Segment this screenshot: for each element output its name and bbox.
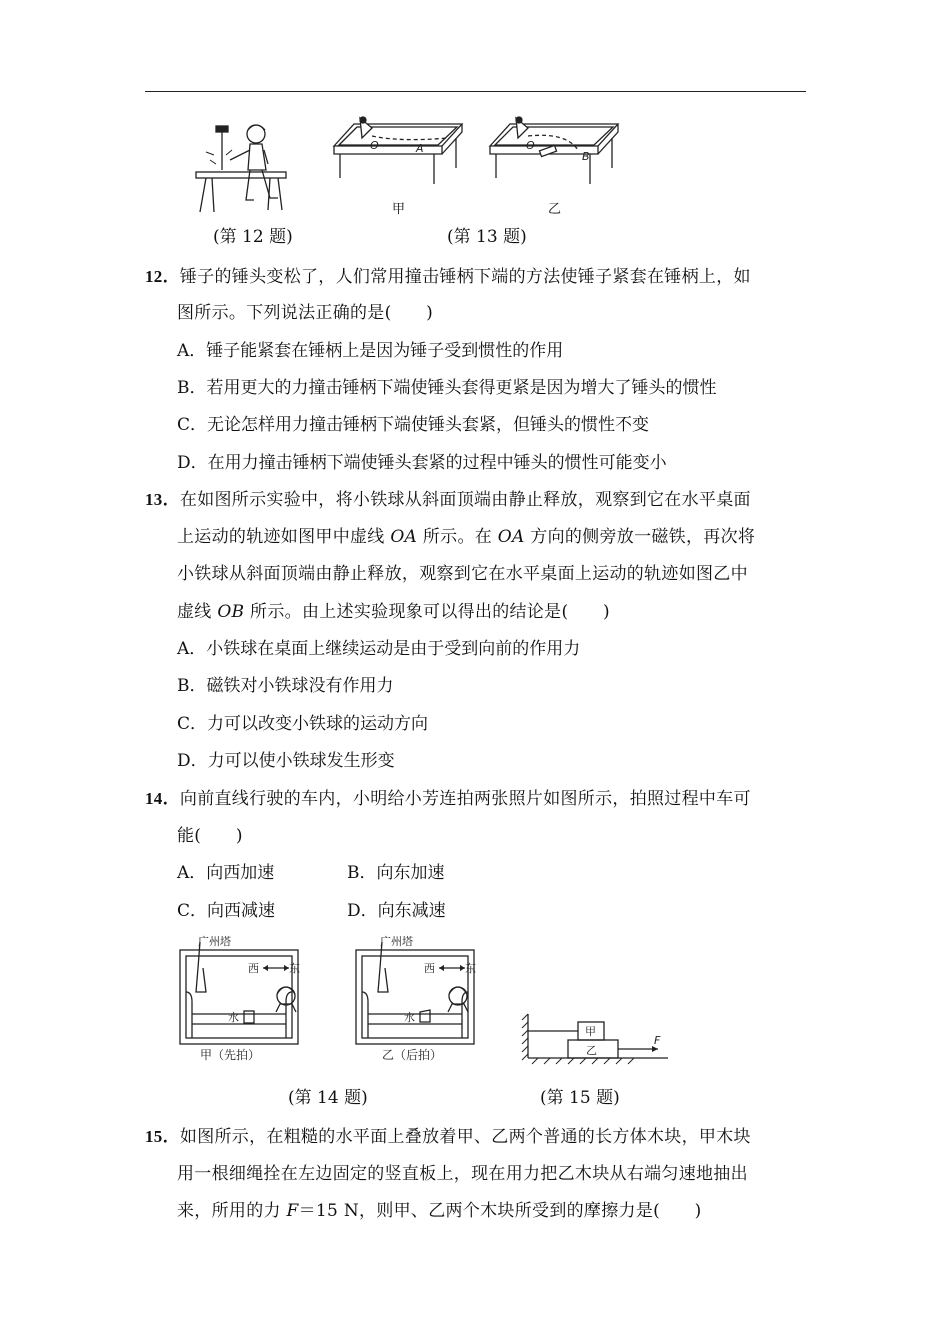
q14-line-2: 能( ) xyxy=(177,826,243,846)
figure-14-b-water: 水 xyxy=(404,1011,415,1024)
q15-number: 15． xyxy=(145,1127,180,1146)
figure-14-b-west: 西 xyxy=(424,962,435,975)
figure-12-caption: (第 12 题) xyxy=(213,227,293,247)
figure-13-b-table-diagram xyxy=(486,116,626,194)
figure-14-a-tower: 广州塔 xyxy=(198,935,231,948)
figure-14-a-water: 水 xyxy=(228,1011,239,1024)
q12-option-a: A．锤子能紧套在锤柄上是因为锤子受到惯性的作用 xyxy=(177,341,564,361)
figure-12-hammer-illustration xyxy=(192,120,288,216)
figure-15-top-block: 甲 xyxy=(585,1025,596,1038)
q14-option-b: B．向东加速 xyxy=(347,863,445,883)
figure-13-a-table-diagram xyxy=(330,116,470,194)
q13-line-4 xyxy=(177,597,610,622)
q15-line-1 xyxy=(145,1122,751,1147)
q13-option-c: C．力可以改变小铁球的运动方向 xyxy=(177,714,429,734)
q14-option-c: C．向西减速 xyxy=(177,901,276,921)
q12-line-1 xyxy=(145,262,751,287)
q15-stem-1: 如图所示，在粗糙的水平面上叠放着甲、乙两个普通的长方体木块，甲木块 xyxy=(179,1127,751,1147)
figure-13-a-point-a: A xyxy=(416,142,424,155)
q12-option-c: C．无论怎样用力撞击锤柄下端使锤头套紧，但锤头的惯性不变 xyxy=(177,415,650,435)
q13-oa-1: OA xyxy=(390,527,418,547)
q12-number: 12． xyxy=(145,267,180,286)
figure-13-a-label: 甲 xyxy=(392,202,406,217)
q13-stem-4b: 所示。由上述实验现象可以得出的结论是( ) xyxy=(244,602,610,622)
figure-14-a-west: 西 xyxy=(248,962,259,975)
figure-15-blocks-diagram xyxy=(518,1010,674,1066)
q13-number: 13． xyxy=(145,490,180,509)
q13-stem-2c: 方向的侧旁放一磁铁，再次将 xyxy=(524,527,756,547)
figure-13-b-point-b: B xyxy=(582,150,590,163)
figure-13-b-label: 乙 xyxy=(548,202,562,217)
q14-line-1 xyxy=(145,784,751,809)
q13-stem-4a: 虚线 xyxy=(177,602,218,622)
figure-14-a-car-window xyxy=(176,932,304,1064)
q13-stem-1: 在如图所示实验中，将小铁球从斜面顶端由静止释放，观察到它在水平桌面 xyxy=(179,490,751,510)
q13-option-b: B．磁铁对小铁球没有作用力 xyxy=(177,676,394,696)
figure-13-caption: (第 13 题) xyxy=(447,227,527,247)
q15-line-2: 用一根细绳拴在左边固定的竖直板上，现在用力把乙木块从右端匀速地抽出 xyxy=(177,1164,748,1184)
figure-15-caption: (第 15 题) xyxy=(540,1088,620,1108)
q13-line-2 xyxy=(177,522,755,547)
figure-14-b-label: 乙（后拍） xyxy=(382,1048,443,1062)
q12-option-b: B．若用更大的力撞击锤柄下端使锤头套得更紧是因为增大了锤头的惯性 xyxy=(177,378,717,398)
q12-option-d: D．在用力撞击锤柄下端使锤头套紧的过程中锤头的惯性可能变小 xyxy=(177,453,667,473)
header-rule xyxy=(145,91,806,92)
q13-line-1 xyxy=(145,485,751,510)
q13-ob: OB xyxy=(217,602,245,622)
q14-option-a: A．向西加速 xyxy=(177,863,275,883)
figure-13-a-point-o: O xyxy=(370,139,379,152)
q14-number: 14． xyxy=(145,789,180,808)
q12-line-2: 图所示。下列说法正确的是( ) xyxy=(177,303,434,323)
figure-14-caption: (第 14 题) xyxy=(288,1088,368,1108)
q13-line-3: 小铁球从斜面顶端由静止释放，观察到它在水平桌面上运动的轨迹如图乙中 xyxy=(177,564,748,584)
figure-14-b-tower: 广州塔 xyxy=(380,935,413,948)
q13-stem-2b: 所示。在 xyxy=(417,527,498,547)
q13-option-a: A．小铁球在桌面上继续运动是由于受到向前的作用力 xyxy=(177,639,581,659)
q13-option-d: D．力可以使小铁球发生形变 xyxy=(177,751,395,771)
figure-14-b-car-window xyxy=(352,932,480,1064)
figure-13-b-point-o: O xyxy=(526,139,535,152)
q15-stem-3a: 来，所用的力 xyxy=(177,1201,287,1221)
figure-15-force: F xyxy=(654,1034,661,1047)
q15-force-symbol: F xyxy=(286,1201,299,1221)
q15-stem-3b: ＝15 N，则甲、乙两个木块所受到的摩擦力是( ) xyxy=(298,1201,702,1221)
q13-oa-2: OA xyxy=(497,527,525,547)
figure-14-a-east: 东 xyxy=(289,962,300,975)
figure-14-a-label: 甲（先拍） xyxy=(200,1048,261,1062)
q13-stem-2a: 上运动的轨迹如图甲中虚线 xyxy=(177,527,391,547)
q14-option-d: D．向东减速 xyxy=(347,901,446,921)
q12-stem-1: 锤子的锤头变松了，人们常用撞击锤柄下端的方法使锤子紧套在锤柄上，如 xyxy=(179,267,751,287)
figure-15-bottom-block: 乙 xyxy=(586,1044,597,1057)
q15-line-3 xyxy=(177,1196,702,1221)
q14-stem-1: 向前直线行驶的车内，小明给小芳连拍两张照片如图所示，拍照过程中车可 xyxy=(179,789,751,809)
figure-14-b-east: 东 xyxy=(465,962,476,975)
